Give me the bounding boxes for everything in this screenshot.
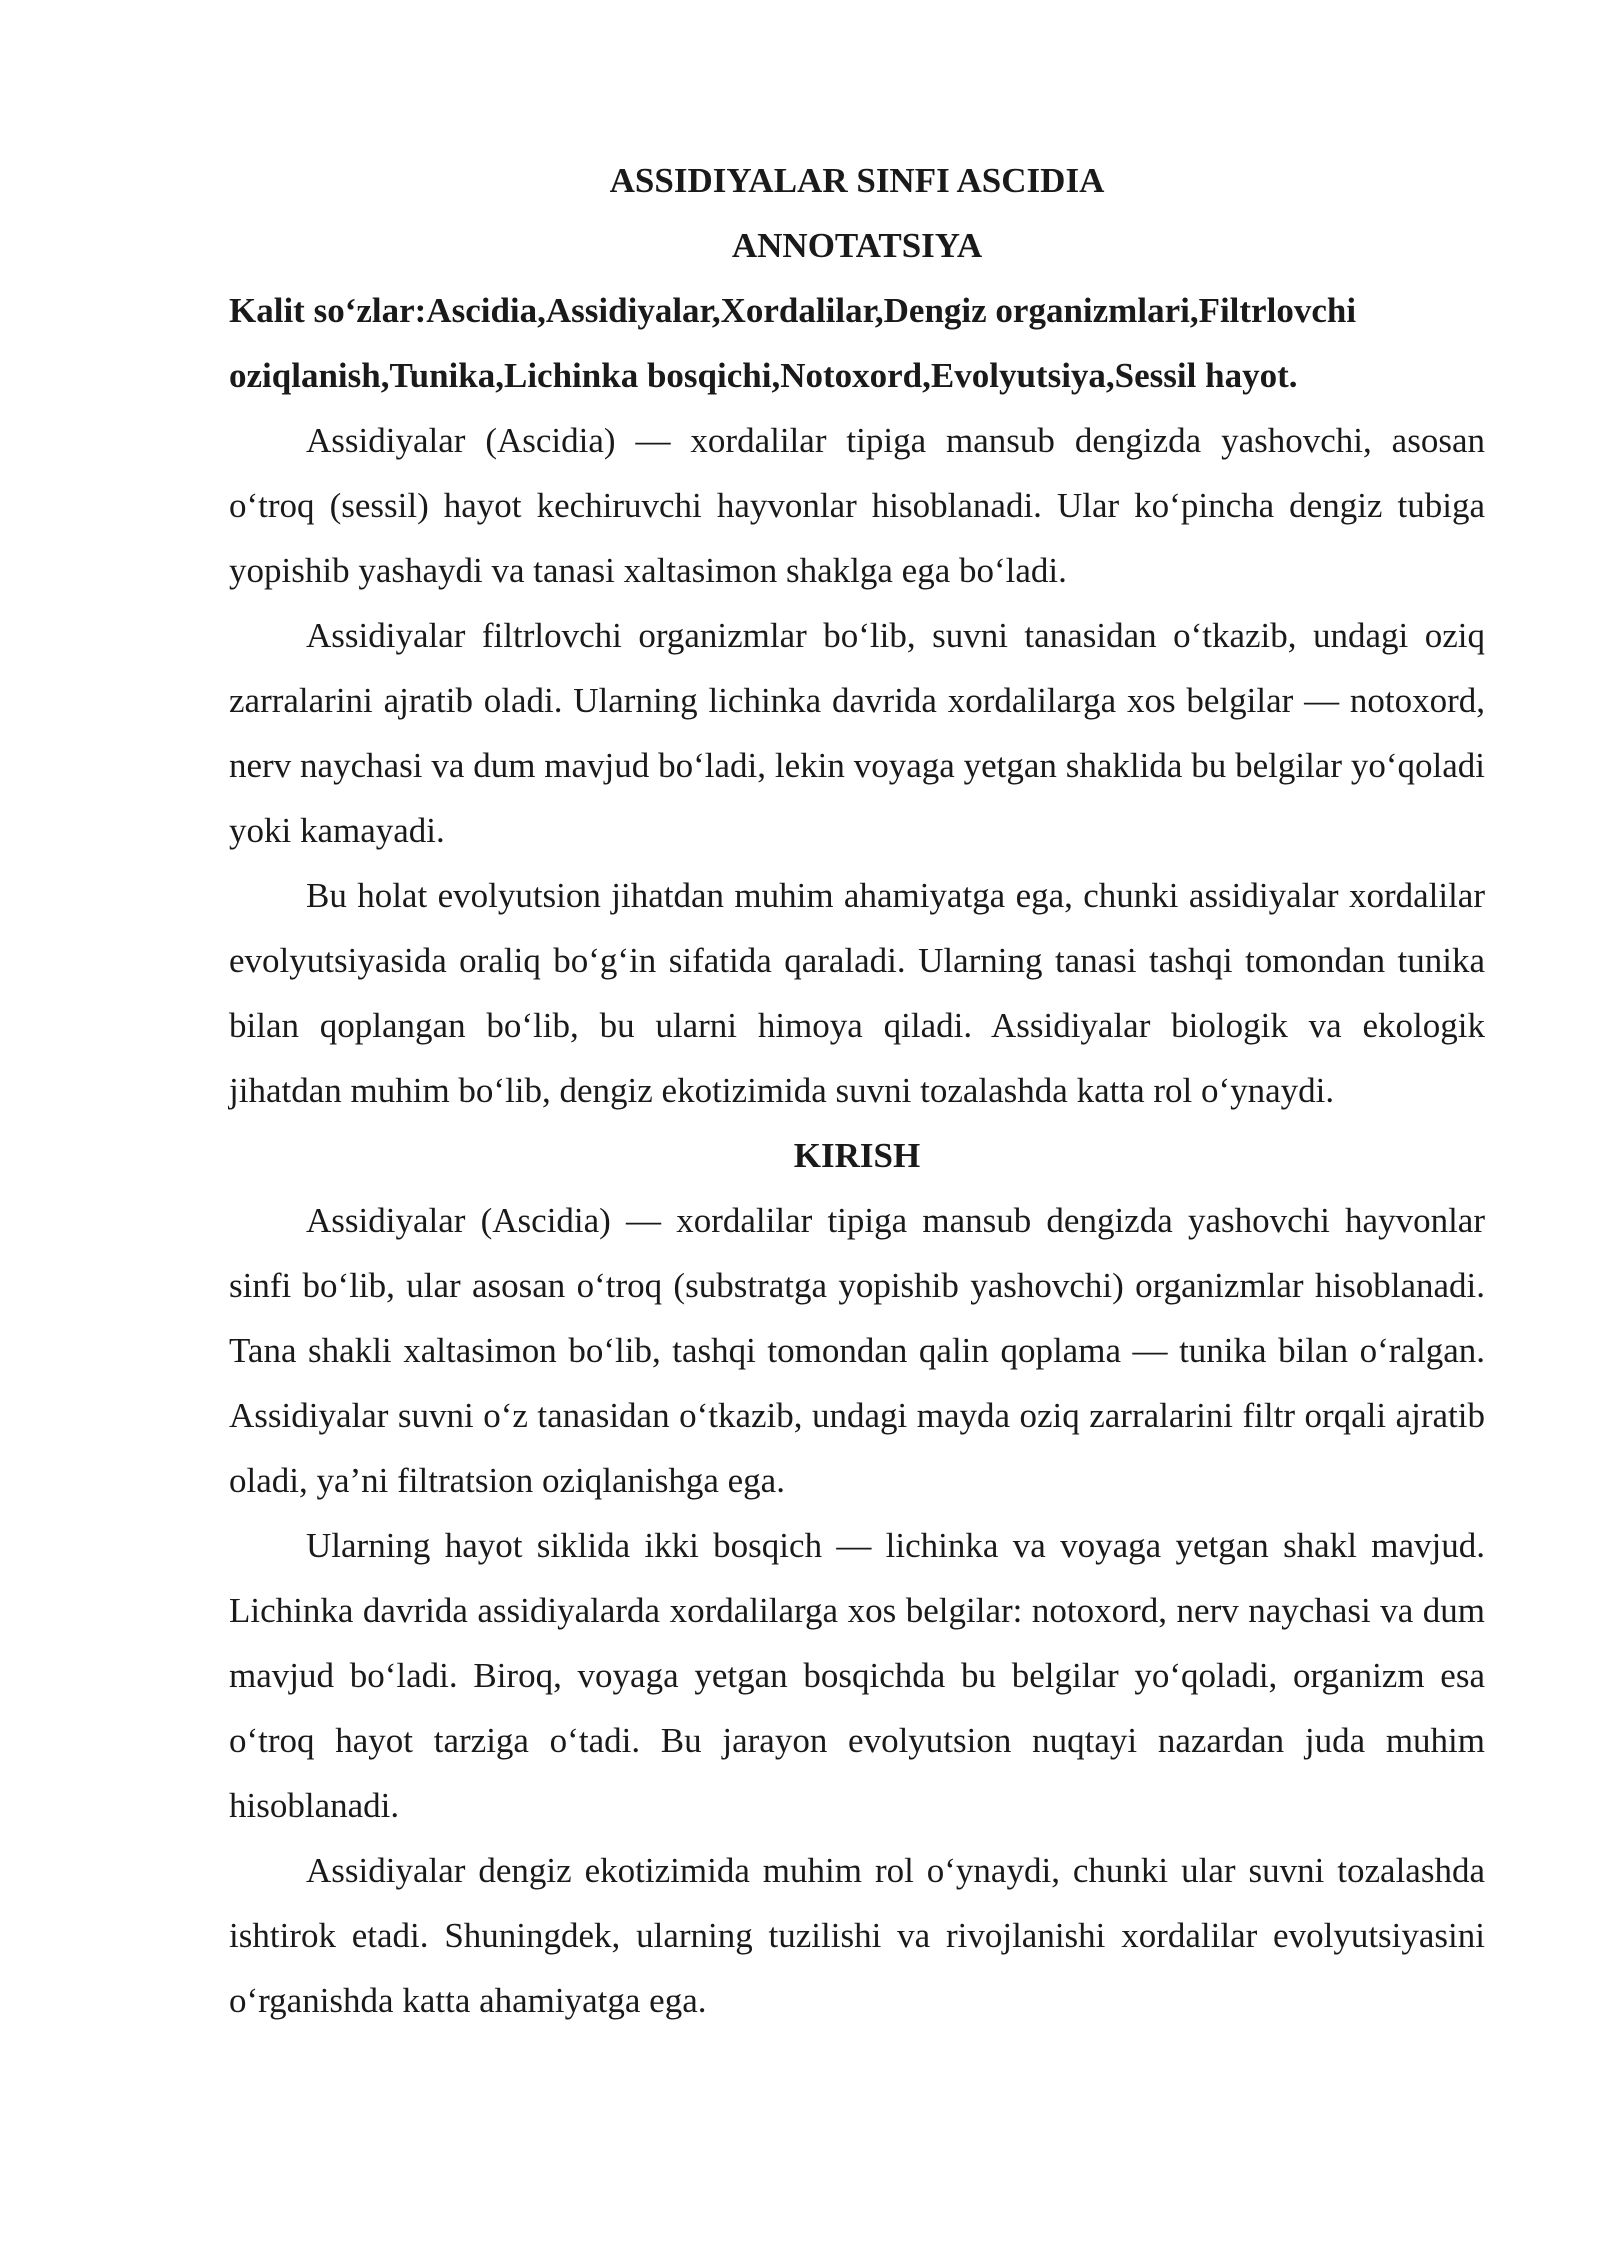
keywords-line: Kalit so‘zlar:Ascidia,Assidiyalar,Xordalilar,Dengiz organizmlari,Filtrlovchi oziqlanish,Tunika,Lichinka bosqichi,Notoxord,Evolyutsiya,Sessil hayot. <box>229 291 1357 395</box>
intro-heading: KIRISH <box>793 1136 921 1175</box>
document-title: ASSIDIYALAR SINFI ASCIDIA <box>609 161 1105 200</box>
annotation-paragraph: Assidiyalar filtrlovchi organizmlar bo‘lib, suvni tanasidan o‘tkazib, undagi oziq zarralarini ajratib oladi. Ularning lichinka davrida xordalilarga xos belgilar — notoxord, nerv naychasi va dum mavjud bo‘ladi, lekin voyaga yetgan shaklida bu belgilar yo‘qoladi yoki kamayadi. <box>229 616 1485 850</box>
intro-paragraph: Assidiyalar dengiz ekotizimida muhim rol o‘ynaydi, chunki ular suvni tozalashda ishtirok etadi. Shuningdek, ularning tuzilishi va rivojlanishi xordalilar evolyutsiyasini o‘rganishda katta ahamiyatga ega. <box>229 1851 1485 2020</box>
document-body <box>229 148 1485 2033</box>
annotation-heading: ANNOTATSIYA <box>731 226 983 265</box>
intro-paragraph: Assidiyalar (Ascidia) — xordalilar tipiga mansub dengizda yashovchi hayvonlar sinfi bo‘lib, ular asosan o‘troq (substratga yopishib yashovchi) organizmlar hisoblanadi. Tana shakli xaltasimon bo‘lib, tashqi tomondan qalin qoplama — tunika bilan o‘ralgan. Assidiyalar suvni o‘z tanasidan o‘tkazib, undagi mayda oziq zarralarini filtr orqali ajratib oladi, ya’ni filtratsion oziqlanishga ega. <box>229 1201 1485 1500</box>
annotation-paragraph: Assidiyalar (Ascidia) — xordalilar tipiga mansub dengizda yashovchi, asosan o‘troq (sessil) hayot kechiruvchi hayvonlar hisoblanadi. Ular ko‘pincha dengiz tubiga yopishib yashaydi va tanasi xaltasimon shaklga ega bo‘ladi. <box>229 421 1485 590</box>
annotation-paragraph: Bu holat evolyutsion jihatdan muhim ahamiyatga ega, chunki assidiyalar xordalilar evolyutsiyasida oraliq bo‘g‘in sifatida qaraladi. Ularning tanasi tashqi tomondan tunika bilan qoplangan bo‘lib, bu ularni himoya qiladi. Assidiyalar biologik va ekologik jihatdan muhim bo‘lib, dengiz ekotizimida suvni tozalashda katta rol o‘ynaydi. <box>229 876 1485 1110</box>
intro-paragraph: Ularning hayot siklida ikki bosqich — lichinka va voyaga yetgan shakl mavjud. Lichinka davrida assidiyalarda xordalilarga xos belgilar: notoxord, nerv naychasi va dum mavjud bo‘ladi. Biroq, voyaga yetgan bosqichda bu belgilar yo‘qoladi, organizm esa o‘troq hayot tarziga o‘tadi. Bu jarayon evolyutsion nuqtayi nazardan juda muhim hisoblanadi. <box>229 1526 1485 1825</box>
